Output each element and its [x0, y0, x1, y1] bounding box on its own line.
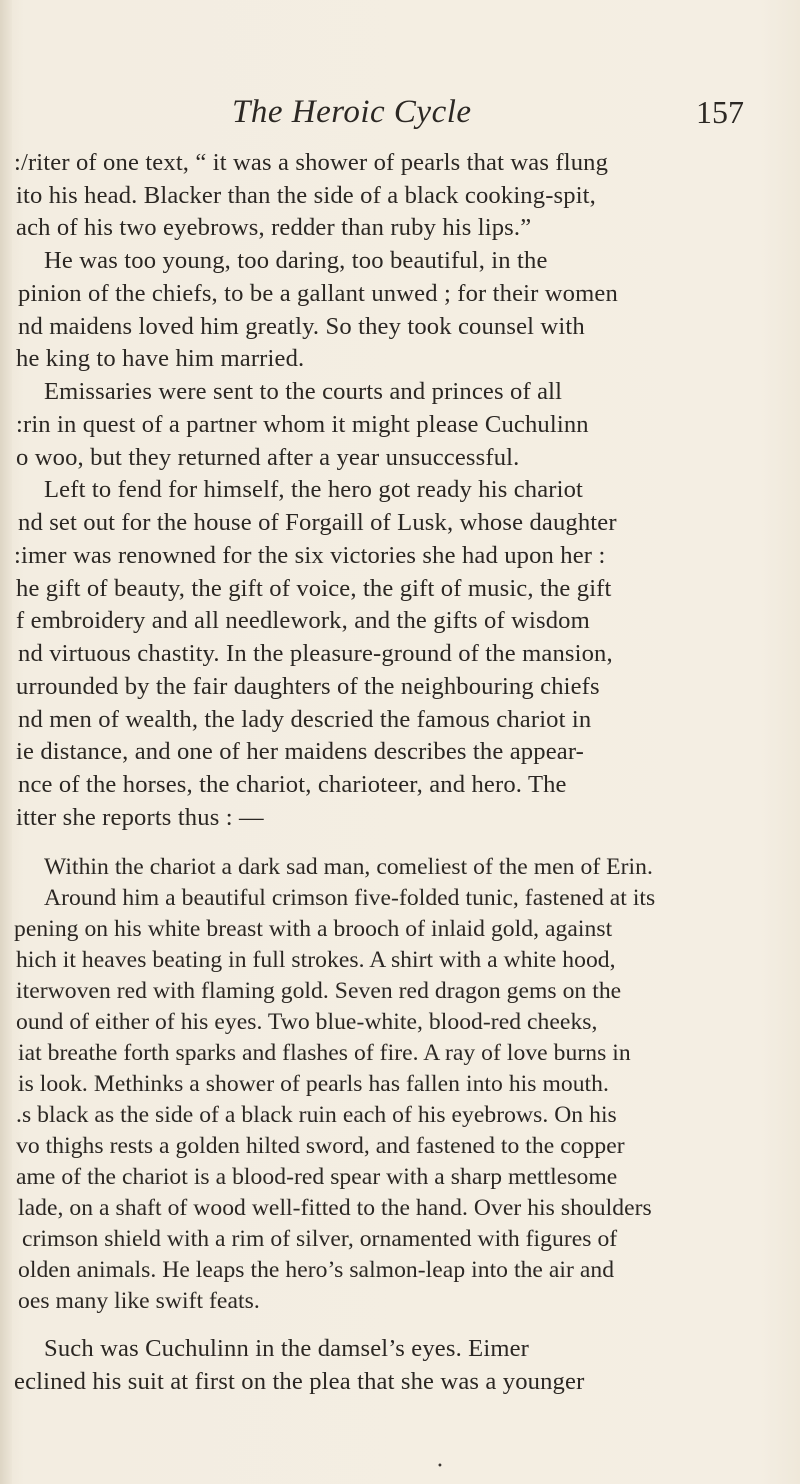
- text-line: pinion of the chiefs, to be a gallant unwed ; for their women: [18, 280, 618, 307]
- quote-line: Within the chariot a dark sad man, comeliest of the men of Erin.: [44, 854, 653, 880]
- text-line: ach of his two eyebrows, redder than ruby his lips.”: [16, 214, 532, 241]
- text-line: ie distance, and one of her maidens describes the appear-: [16, 738, 585, 765]
- text-line: :rin in quest of a partner whom it might please Cuchulinn: [16, 411, 589, 438]
- quote-line: .s black as the side of a black ruin each of his eyebrows. On his: [16, 1102, 617, 1128]
- text-line: :/riter of one text, “ it was a shower of pearls that was flung: [14, 149, 609, 176]
- text-line: o woo, but they returned after a year unsuccessful.: [16, 444, 520, 471]
- quote-line: iat breathe forth sparks and flashes of fire. A ray of love burns in: [18, 1040, 631, 1066]
- quote-line: iterwoven red with flaming gold. Seven red dragon gems on the: [16, 978, 622, 1004]
- text-line: nd maidens loved him greatly. So they took counsel with: [18, 313, 585, 340]
- printer-mark: •: [437, 1461, 443, 1472]
- running-header-title: The Heroic Cycle: [232, 94, 472, 130]
- text-line: He was too young, too daring, too beautiful, in the: [44, 247, 548, 274]
- text-line: Emissaries were sent to the courts and princes of all: [44, 378, 563, 405]
- text-line: Such was Cuchulinn in the damsel’s eyes. Eimer: [44, 1335, 530, 1362]
- text-line: itter she reports thus : —: [16, 804, 264, 831]
- quote-line: ound of either of his eyes. Two blue-white, blood-red cheeks,: [16, 1009, 598, 1035]
- text-line: nd virtuous chastity. In the pleasure-ground of the mansion,: [18, 640, 613, 667]
- text-line: ito his head. Blacker than the side of a black cooking-spit,: [16, 182, 596, 209]
- text-line: f embroidery and all needlework, and the gifts of wisdom: [16, 607, 590, 634]
- text-line: nce of the horses, the chariot, charioteer, and hero. The: [18, 771, 567, 798]
- quote-line: Around him a beautiful crimson five-folded tunic, fastened at its: [44, 885, 656, 911]
- quote-line: lade, on a shaft of wood well-fitted to the hand. Over his shoulders: [18, 1195, 652, 1221]
- quote-line: vo thighs rests a golden hilted sword, and fastened to the copper: [16, 1133, 625, 1159]
- text-line: Left to fend for himself, the hero got ready his chariot: [44, 476, 584, 503]
- text-line: :imer was renowned for the six victories she had upon her :: [14, 542, 606, 569]
- text-line: he king to have him married.: [16, 345, 305, 372]
- quote-line: pening on his white breast with a brooch of inlaid gold, against: [14, 916, 613, 942]
- text-line: nd set out for the house of Forgaill of Lusk, whose daughter: [18, 509, 617, 536]
- text-line: eclined his suit at first on the plea that she was a younger: [14, 1368, 585, 1395]
- quote-line: ame of the chariot is a blood-red spear with a sharp mettlesome: [16, 1164, 618, 1190]
- quote-line: hich it heaves beating in full strokes. A shirt with a white hood,: [16, 947, 616, 973]
- quote-line: oes many like swift feats.: [18, 1288, 260, 1314]
- text-line: nd men of wealth, the lady descried the famous chariot in: [18, 706, 592, 733]
- text-line: urrounded by the fair daughters of the neighbouring chiefs: [16, 673, 600, 700]
- text-line: he gift of beauty, the gift of voice, the gift of music, the gift: [16, 575, 612, 602]
- quote-line: is look. Methinks a shower of pearls has fallen into his mouth.: [18, 1071, 609, 1097]
- quote-line: crimson shield with a rim of silver, ornamented with figures of: [22, 1226, 618, 1252]
- quote-line: olden animals. He leaps the hero’s salmon-leap into the air and: [18, 1257, 615, 1283]
- page-gutter-shadow: [0, 0, 12, 1484]
- page-number: 157: [696, 94, 744, 130]
